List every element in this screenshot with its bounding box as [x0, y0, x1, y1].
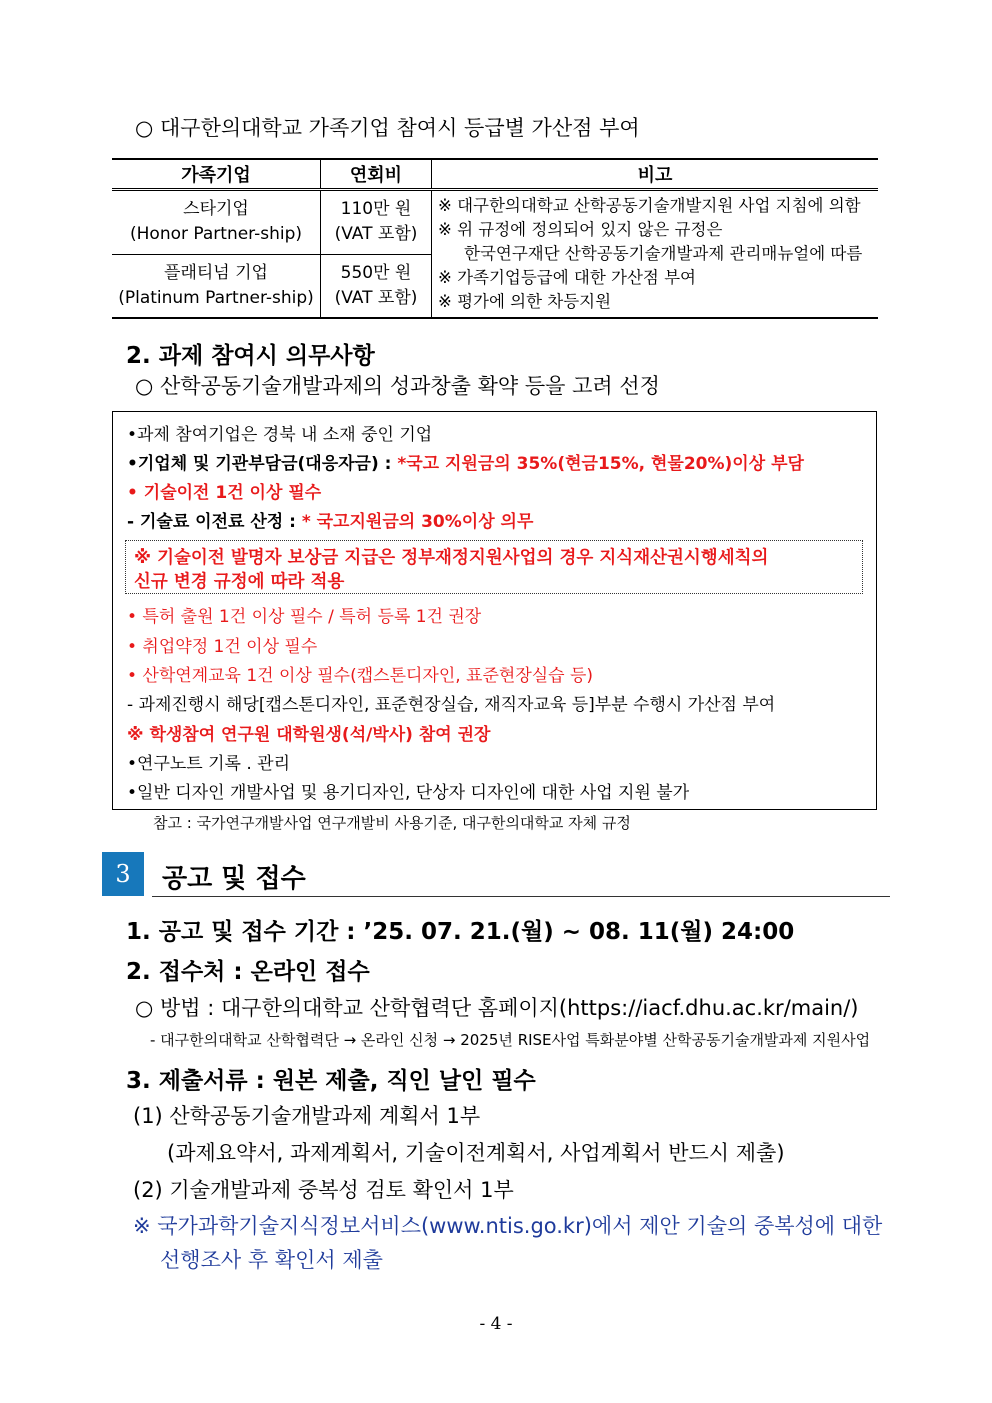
obligation-line: - 과제진행시 해당[캡스톤디자인, 표준현장실습, 재직자교육 등]부분 수행시 가산점 부여	[127, 695, 776, 715]
tier-name: 플래티넘 기업	[164, 262, 268, 283]
obligation-line: • 산학연계교육 1건 이상 필수(캡스톤디자인, 표준현장실습 등)	[127, 666, 594, 686]
submission-place: 2. 접수처 : 온라인 접수	[126, 959, 370, 985]
obligation-line: • 특허 출원 1건 이상 필수 / 특허 등록 1건 권장	[127, 607, 482, 627]
section3-divider	[152, 896, 890, 897]
reference-note: 참고 : 국가연구개발사업 연구개발비 사용기준, 대구한의대학교 자체 규정	[153, 814, 631, 832]
section3-number-badge: 3	[102, 852, 144, 896]
obligation-line: •일반 디자인 개발사업 및 용기디자인, 단상자 디자인에 대한 사업 지원 불가	[127, 783, 690, 803]
obligations-box	[112, 411, 877, 810]
obligation-line	[127, 449, 804, 474]
section3-title: 공고 및 접수	[162, 864, 306, 894]
note-line: ※ 대구한의대학교 산학공동기술개발지원 사업 지침에 의함	[438, 196, 861, 215]
fee-amount: 110만 원	[340, 199, 412, 220]
obligation-line: • 기술이전 1건 이상 필수	[127, 483, 322, 503]
document-item: (2) 기술개발과제 중복성 검토 확인서 1부	[133, 1178, 514, 1202]
announcement-period: 1. 공고 및 접수 기간 : ’25. 07. 21.(월) ~ 08. 11(월) 24:00	[126, 919, 795, 945]
fee-cell	[321, 254, 432, 318]
fee-cell	[321, 190, 432, 255]
tier-name: 스타기업	[183, 199, 249, 220]
note-line: ※ 가족기업등급에 대한 가산점 부여	[438, 268, 696, 287]
tier-name-en: (Platinum Partner-ship)	[118, 287, 314, 308]
royalty-label: - 기술료 이전료 산정 :	[127, 512, 302, 532]
section2-title: 2. 과제 참여시 의무사항	[126, 343, 375, 369]
inventor-compensation-note	[125, 540, 863, 594]
obligation-line: ※ 학생참여 연구원 대학원생(석/박사) 참여 권장	[127, 725, 491, 745]
obligation-line: •연구노트 기록 . 관리	[127, 754, 291, 774]
fee-note: (VAT 포함)	[334, 224, 418, 245]
ntis-note: ※ 국가과학기술지식정보서비스(www.ntis.go.kr)에서 제안 기술의 중복성에 대한	[133, 1214, 883, 1238]
document-item: (1) 산학공동기술개발과제 계획서 1부	[133, 1104, 481, 1128]
table-row	[112, 190, 878, 255]
section2-subtitle: ○ 산학공동기술개발과제의 성과창출 확약 등을 고려 선정	[135, 374, 660, 398]
fee-note: (VAT 포함)	[334, 287, 418, 308]
header-fee: 연회비	[321, 159, 432, 190]
ntis-note: 선행조사 후 확인서 제출	[160, 1248, 383, 1272]
note-line: ※ 위 규정에 정의되어 있지 않은 규정은	[438, 220, 723, 239]
documents-title: 3. 제출서류 : 원본 제출, 직인 날인 필수	[126, 1068, 536, 1094]
fee-amount: 550만 원	[340, 262, 412, 283]
tier-cell	[112, 190, 321, 255]
intro-line: ○ 대구한의대학교 가족기업 참여시 등급별 가산점 부여	[135, 116, 640, 140]
obligation-line: • 취업약정 1건 이상 필수	[127, 637, 318, 657]
obligation-line: •과제 참여기업은 경북 내 소재 중인 기업	[127, 425, 433, 445]
family-company-table	[112, 158, 878, 319]
tier-cell	[112, 254, 321, 318]
document-detail: (과제요약서, 과제계획서, 기술이전계획서, 사업계획서 반드시 제출)	[167, 1141, 785, 1165]
header-family: 가족기업	[112, 159, 321, 190]
remarks-cell	[432, 190, 879, 319]
submission-method: ○ 방법 : 대구한의대학교 산학협력단 홈페이지(https://iacf.dhu.ac.kr/main/)	[135, 996, 859, 1020]
matching-fund-value: *국고 지원금의 35%(현금15%, 현물20%)이상 부담	[397, 454, 804, 474]
header-remarks: 비고	[432, 159, 879, 190]
note-line: ※ 기술이전 발명자 보상금 지급은 정부재정지원사업의 경우 지식재산권시행세칙의	[134, 548, 769, 568]
note-line: 신규 변경 규정에 따라 적용	[134, 572, 345, 592]
royalty-value: * 국고지원금의 30%이상 의무	[301, 512, 534, 532]
submission-path: - 대구한의대학교 산학협력단 → 온라인 신청 → 2025년 RISE사업 특화분야별 산학공동기술개발과제 지원사업	[150, 1031, 871, 1049]
matching-fund-label: •기업체 및 기관부담금(대응자금) :	[127, 454, 398, 474]
page-number: - 4 -	[479, 1314, 513, 1334]
note-line: 한국연구재단 산학공동기술개발과제 관리매뉴얼에 따름	[464, 244, 863, 263]
note-line: ※ 평가에 의한 차등지원	[438, 292, 612, 311]
tier-name-en: (Honor Partner-ship)	[130, 224, 302, 245]
obligation-line	[127, 507, 533, 532]
